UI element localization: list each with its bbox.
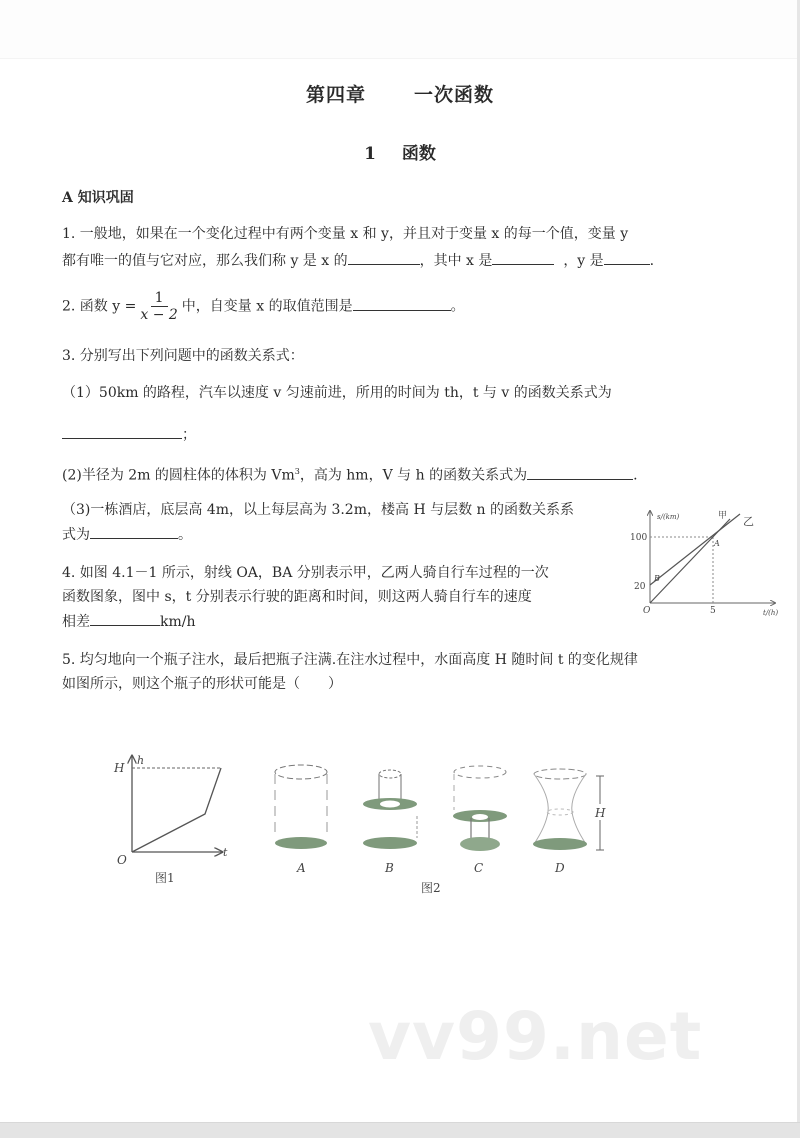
figure2-bottles	[270, 760, 620, 900]
h-level-label: H	[114, 761, 125, 775]
q2-suffix: 中，自变量 x 的取值范围是	[181, 298, 353, 315]
q3-part2-text: (2)半径为 2m 的圆柱体的体积为 Vm	[62, 467, 295, 484]
label-yi: 乙	[743, 515, 754, 528]
q4-line1: 4. 如图 4.1－1 所示，射线 OA，BA 分别表示甲，乙两人骑自行车过程的一次	[62, 565, 549, 581]
h-axis-label: h	[137, 754, 145, 767]
q4-unit: km/h	[160, 614, 196, 630]
q1-text-b: ，其中 x 是	[419, 253, 493, 269]
q2-fraction	[138, 290, 179, 323]
q1-text-c: ，y 是	[563, 253, 604, 269]
q3-part1-end: ；	[182, 427, 196, 443]
origin-label: O	[117, 853, 127, 867]
q3-part1-answer	[62, 424, 196, 445]
q1-end: .	[649, 253, 655, 269]
q1-blank-3[interactable]	[604, 250, 650, 265]
q3-part3-text: 式为	[62, 527, 90, 543]
chapter-name: 一次函数	[414, 84, 495, 106]
q3-part3-line1: （3)一栋酒店，底层高 4m，以上每层高为 3.2m，楼高 H 与层数 n 的函数关系系	[62, 502, 575, 518]
q1-text-a: 都有唯一的值与它对应，那么我们称 y 是 x 的	[62, 253, 348, 269]
page-top-margin	[0, 0, 800, 59]
q3-part1: （1）50km 的路程，汽车以速度 v 匀速前进，所用的时间为 th，t 与 v 的函数关系式为	[62, 385, 612, 401]
water-level-curve	[132, 768, 221, 852]
x-tick-5: 5	[710, 606, 716, 616]
section-title	[0, 139, 800, 164]
q5-line1: 5. 均匀地向一个瓶子注水，最后把瓶子注满.在注水过程中，水面高度 H 随时间 t 的变化规律	[62, 652, 638, 668]
watermark: vv99.net	[368, 998, 703, 1075]
chapter-title	[0, 80, 800, 107]
q3-part3-end: 。	[178, 527, 192, 543]
q4-blank[interactable]	[90, 611, 160, 626]
bottle-option-a	[275, 765, 327, 875]
q3-part2	[62, 462, 638, 486]
page-bottom-border	[0, 1122, 800, 1138]
q2-prefix: 2. 函数 y =	[62, 298, 137, 315]
figure1-graph	[105, 752, 235, 892]
q3-part2-blank[interactable]	[527, 465, 633, 480]
bottle-option-b	[363, 770, 417, 875]
bottle-option-c	[453, 766, 507, 875]
section-name: 函数	[401, 144, 436, 164]
figure2-caption: 图2	[421, 881, 441, 895]
height-h-label: H	[595, 806, 606, 820]
y-tick-100: 100	[630, 533, 648, 543]
fraction-numerator: 1	[151, 290, 168, 307]
option-b-label: B	[385, 861, 394, 875]
fraction-denominator: x − 2	[140, 307, 178, 323]
q2-line	[62, 290, 465, 323]
q3-part2-rest: ，高为 hm，V 与 h 的函数关系式为	[299, 467, 528, 484]
q1-blank-1[interactable]	[348, 250, 420, 265]
y-axis-label: s/(km)	[657, 513, 680, 521]
q3-part2-end: .	[633, 467, 638, 484]
q1-line1: 1. 一般地，如果在一个变化过程中有两个变量 x 和 y，并且对于变量 x 的每一个值，变量 y	[62, 226, 629, 242]
q1-blank-2[interactable]	[492, 250, 554, 265]
q4-line3	[62, 611, 196, 632]
cubic-superscript: 3	[294, 467, 300, 476]
label-jia: 甲	[718, 511, 728, 521]
q3-intro: 3. 分别写出下列问题中的函数关系式：	[62, 348, 304, 364]
option-d-label: D	[555, 861, 565, 875]
point-a-label: A	[714, 539, 720, 548]
bottle-option-d	[533, 769, 606, 875]
section-number: 1	[364, 144, 376, 164]
q5-line2: 如图所示，则这个瓶子的形状可能是（ ）	[62, 676, 342, 692]
y-tick-20: 20	[634, 582, 646, 592]
point-b-label: B	[654, 574, 660, 583]
part-heading: A 知识巩固	[62, 190, 134, 206]
chapter-number: 第四章	[305, 84, 366, 106]
q4-text: 相差	[62, 614, 90, 630]
q2-blank[interactable]	[353, 296, 451, 311]
option-c-label: C	[474, 861, 484, 875]
figure1-caption: 图1	[155, 871, 175, 885]
q4-line2: 函数图象，图中 s，t 分别表示行驶的距离和时间，则这两人骑自行车的速度	[62, 589, 532, 605]
figure-4-1-1-graph	[625, 505, 797, 617]
q1-line2	[62, 250, 654, 271]
origin-label: O	[643, 606, 651, 616]
x-axis-label: t/(h)	[763, 609, 779, 617]
option-a-label: A	[297, 861, 306, 875]
line-yi-BA	[650, 514, 740, 585]
t-axis-label: t	[223, 846, 228, 859]
q2-end: 。	[450, 298, 465, 315]
q3-part1-blank[interactable]	[62, 424, 182, 439]
q3-part3-blank[interactable]	[90, 524, 178, 539]
q3-part3-line2	[62, 524, 192, 545]
